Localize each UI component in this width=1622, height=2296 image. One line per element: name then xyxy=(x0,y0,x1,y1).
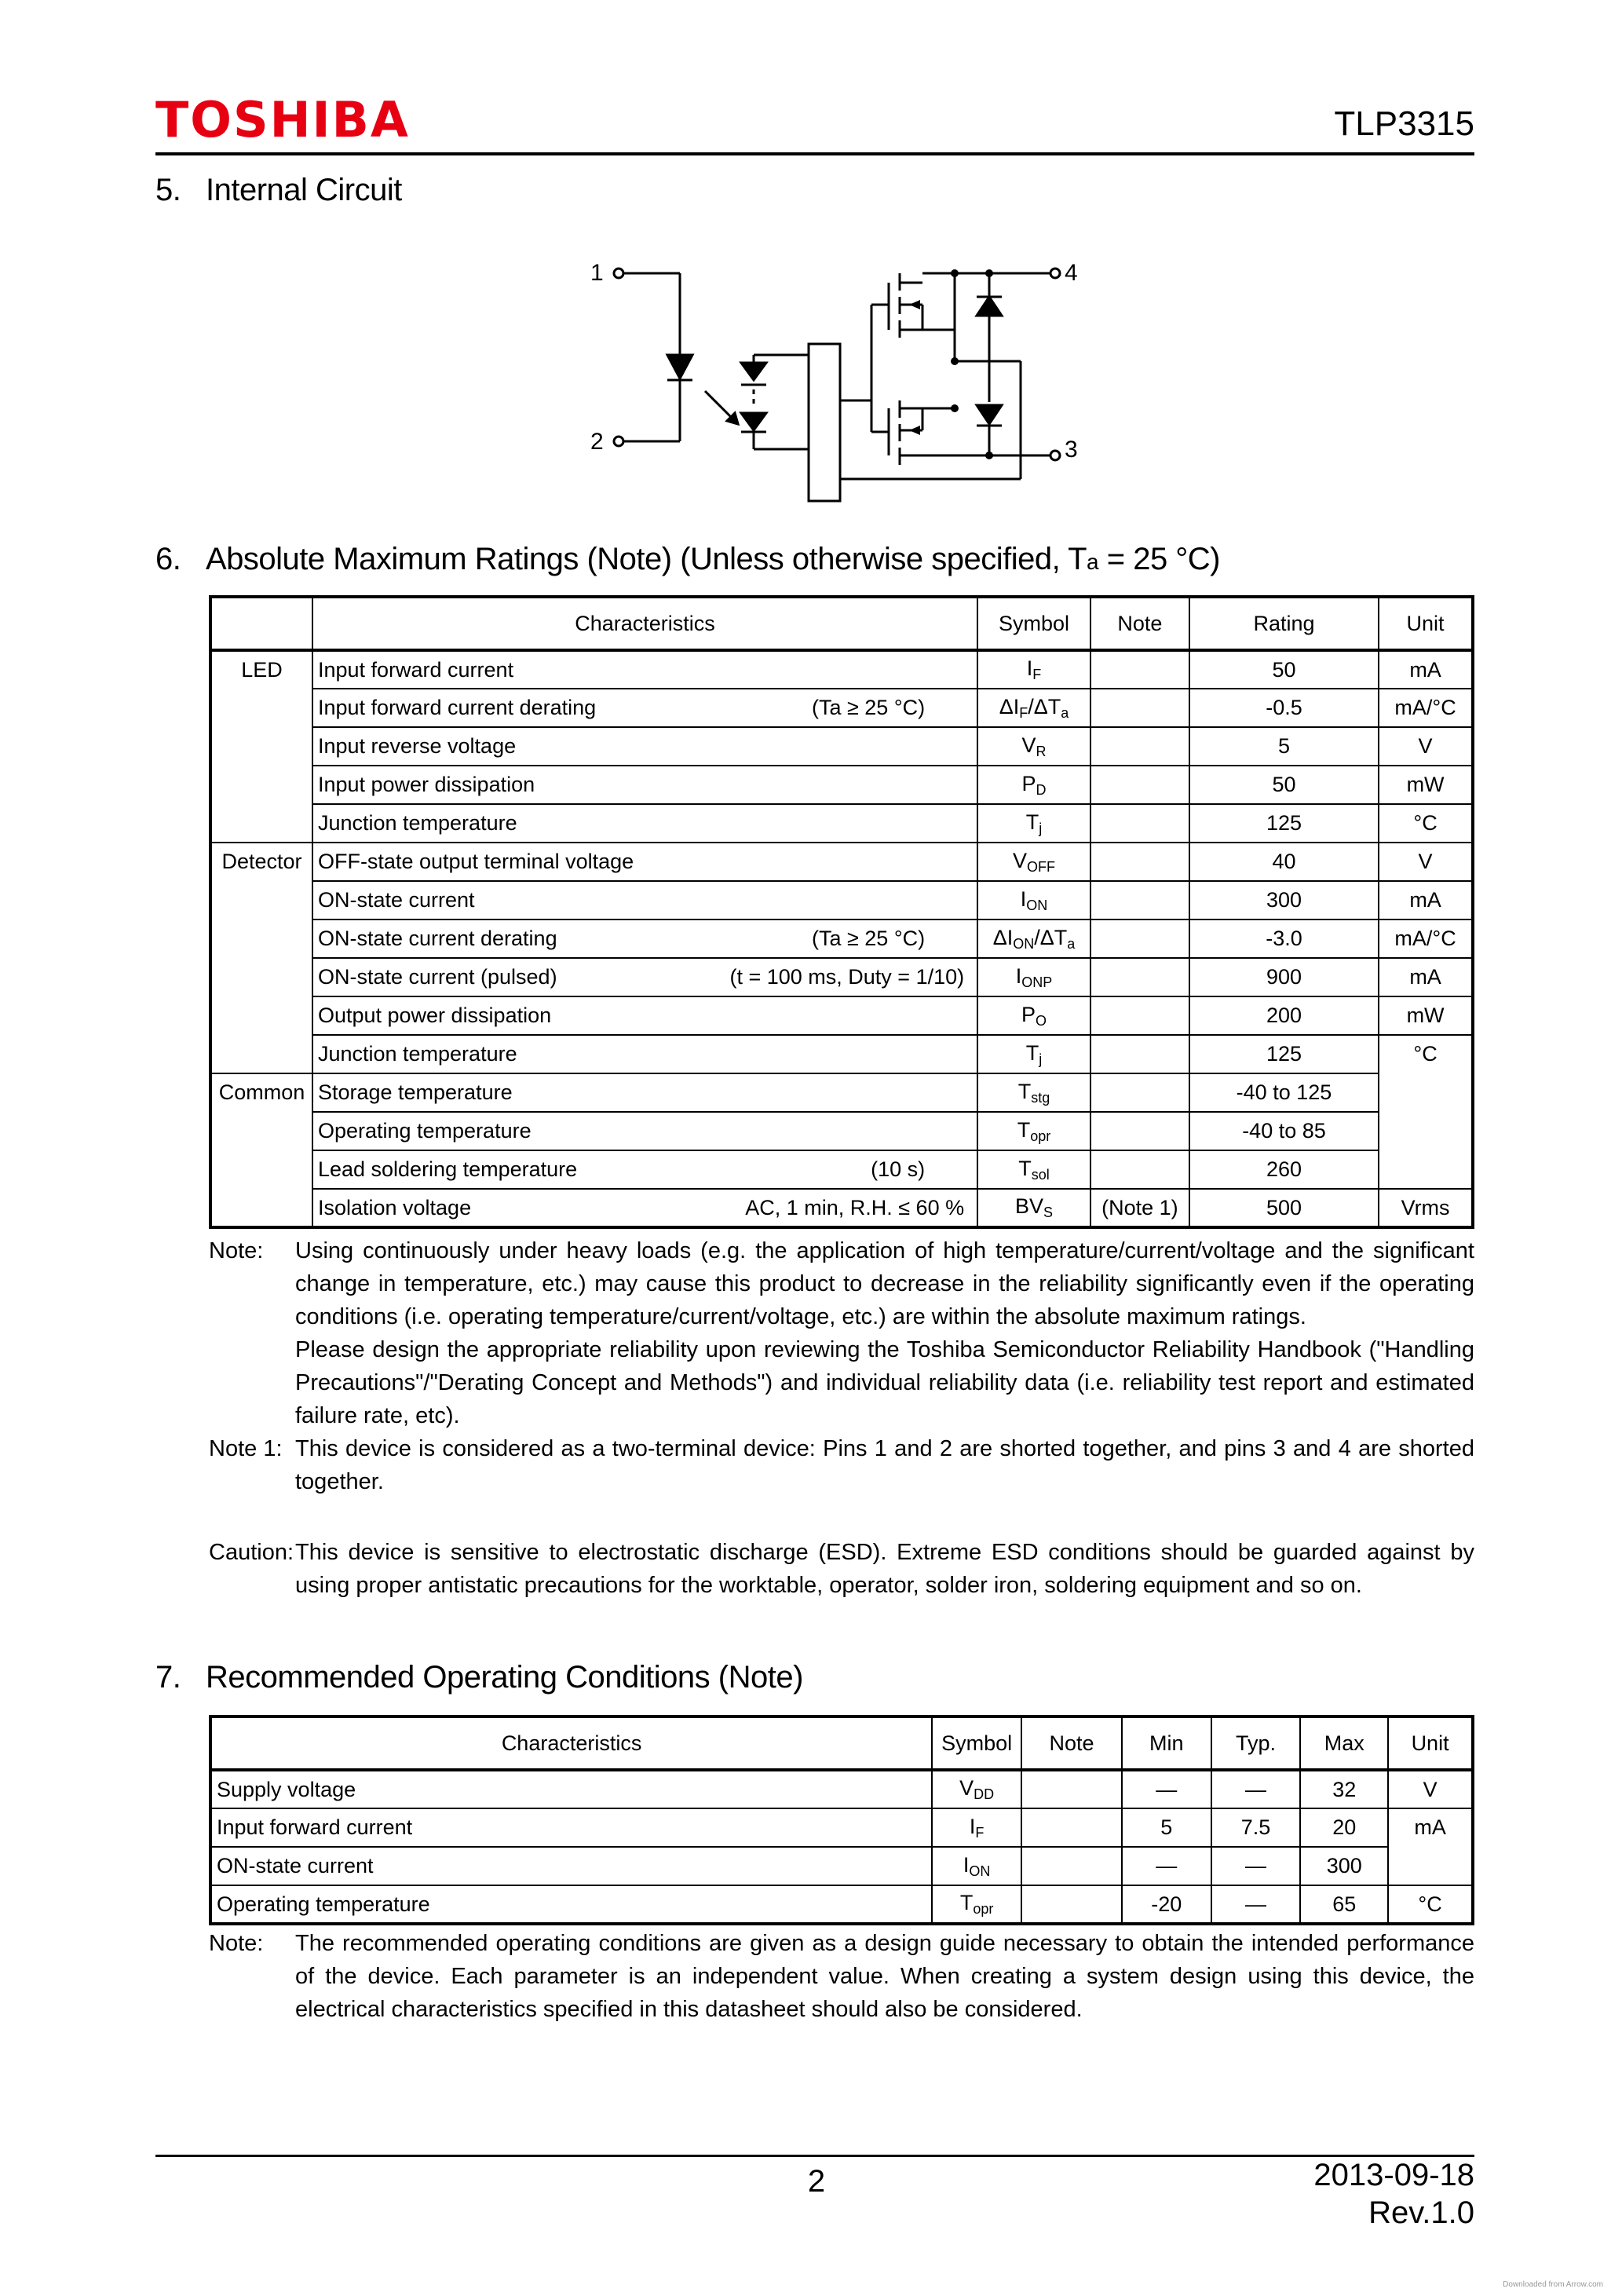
characteristic-cell: Output power dissipation xyxy=(312,996,977,1035)
symbol-cell: $P_O$ xyxy=(977,996,1090,1035)
header-unit: Unit xyxy=(1388,1717,1473,1770)
max-cell: 32 xyxy=(1300,1770,1388,1808)
revision-date: 2013-09-18 Rev.1.0 xyxy=(1313,2158,1474,2230)
symbol-cell: $T_j$ xyxy=(977,804,1090,843)
characteristic-cell: Input forward current derating (Ta ≥ 25 °C) xyxy=(312,689,977,727)
header-group xyxy=(210,597,312,650)
group-label-common: Common xyxy=(210,1073,312,1227)
part-number: TLP3315 xyxy=(1334,104,1474,143)
note-cell xyxy=(1090,1035,1189,1073)
characteristic-cell: Lead soldering temperature (10 s) xyxy=(312,1150,977,1189)
header-note: Note xyxy=(1021,1717,1122,1770)
table-row xyxy=(210,843,1473,881)
characteristic-cell: ON-state current (pulsed) (t = 100 ms, Duty = 1/10) xyxy=(312,958,977,996)
characteristic-cell: Supply voltage xyxy=(210,1770,932,1808)
note-paragraph-1: Using continuously under heavy loads (e.g. the application of high temperature/current/voltage and the significant change in temperature, etc.) may cause this product to decrease in the reliability significantly even if the operating conditions (i.e. operating temperature/current/voltage, etc.) are within the absolute maximum ratings. xyxy=(295,1238,1474,1329)
unit-cell: mA xyxy=(1379,881,1473,919)
caution-block: Caution: This device is sensitive to electrostatic discharge (ESD). Extreme ESD conditions should be guarded against by using proper antistatic precautions for the worktable, operator, solder iron, soldering equipment and so on. xyxy=(209,1540,1474,1598)
footer-rule xyxy=(155,2155,1474,2157)
table-row xyxy=(210,996,1473,1035)
table-row xyxy=(210,650,1473,689)
unit-cell: mA/°C xyxy=(1379,919,1473,958)
recommended-operating-conditions-table xyxy=(209,1715,1474,1925)
characteristic-cell: ON-state current xyxy=(312,881,977,919)
rating-cell: 200 xyxy=(1189,996,1379,1035)
symbol-cell: $T_{sol}$ xyxy=(977,1150,1090,1189)
rating-cell: 125 xyxy=(1189,1035,1379,1073)
table-row xyxy=(210,804,1473,843)
table-row xyxy=(210,958,1473,996)
characteristic-cell: ON-state current xyxy=(210,1847,932,1885)
rating-cell: -3.0 xyxy=(1189,919,1379,958)
note-cell xyxy=(1090,650,1189,689)
table-row xyxy=(210,1112,1473,1150)
symbol-cell: $V_{DD}$ xyxy=(932,1770,1021,1808)
min-cell: — xyxy=(1122,1770,1211,1808)
note-1-block: Note 1: This device is considered as a two-terminal device: Pins 1 and 2 are shorted together, and pins 3 and 4 are shorted together. xyxy=(209,1436,1474,1494)
header-max: Max xyxy=(1300,1717,1388,1770)
characteristic-cell: Operating temperature xyxy=(210,1885,932,1924)
typ-cell: 7.5 xyxy=(1211,1808,1301,1847)
typ-cell: — xyxy=(1211,1885,1301,1924)
amr-notes xyxy=(209,1234,1474,1602)
table-row xyxy=(210,1150,1473,1189)
unit-cell: mA/°C xyxy=(1379,689,1473,727)
unit-cell: mA xyxy=(1388,1808,1473,1885)
note-cell xyxy=(1021,1808,1122,1847)
download-stamp: Downloaded from Arrow.com xyxy=(1503,2280,1603,2289)
characteristic-cell: ON-state current derating (Ta ≥ 25 °C) xyxy=(312,919,977,958)
section-7-title: 7. Recommended Operating Conditions (Note) xyxy=(155,1660,803,1695)
header-rating: Rating xyxy=(1189,597,1379,650)
table-header-row xyxy=(210,597,1473,650)
section-5-title: 5. Internal Circuit xyxy=(155,173,402,207)
max-cell: 300 xyxy=(1300,1847,1388,1885)
table-header-row xyxy=(210,1717,1473,1770)
rating-cell: 300 xyxy=(1189,881,1379,919)
rating-cell: 500 xyxy=(1189,1189,1379,1227)
table-row xyxy=(210,1073,1473,1112)
min-cell: -20 xyxy=(1122,1885,1211,1924)
condition-text: (10 s) xyxy=(871,1157,926,1181)
header-note: Note xyxy=(1090,597,1189,650)
unit-cell: V xyxy=(1379,727,1473,766)
characteristic-cell: Isolation voltage AC, 1 min, R.H. ≤ 60 % xyxy=(312,1189,977,1227)
characteristic-cell: Input reverse voltage xyxy=(312,727,977,766)
table-row xyxy=(210,1189,1473,1227)
table-row xyxy=(210,1885,1473,1924)
note-cell xyxy=(1021,1847,1122,1885)
rating-cell: -40 to 125 xyxy=(1189,1073,1379,1112)
unit-cell: V xyxy=(1379,843,1473,881)
note-cell xyxy=(1090,1150,1189,1189)
pin-3-label: 3 xyxy=(1065,437,1078,462)
max-cell: 65 xyxy=(1300,1885,1388,1924)
rating-cell: 125 xyxy=(1189,804,1379,843)
header-symbol: Symbol xyxy=(977,597,1090,650)
symbol-cell: $I_F$ xyxy=(932,1808,1021,1847)
section-6-title: 6. Absolute Maximum Ratings (Note) (Unless otherwise specified, Ta = 25 °C) xyxy=(155,542,1221,576)
note-cell xyxy=(1090,919,1189,958)
symbol-cell: $T_{opr}$ xyxy=(932,1885,1021,1924)
unit-cell: Vrms xyxy=(1379,1189,1473,1227)
characteristic-cell: Operating temperature xyxy=(312,1112,977,1150)
note-paragraph-2: Please design the appropriate reliability upon reviewing the Toshiba Semiconductor Reliability Handbook ("Handling Precautions"/"Derating Concept and Methods") and individual reliability data (i.e. reliability test report and estimated failure rate, etc). xyxy=(295,1337,1474,1428)
symbol-cell: $I_{ON}$ xyxy=(932,1847,1021,1885)
note-cell xyxy=(1090,1112,1189,1150)
characteristic-cell: Input forward current xyxy=(210,1808,932,1847)
condition-text: AC, 1 min, R.H. ≤ 60 % xyxy=(745,1195,965,1219)
rating-cell: 40 xyxy=(1189,843,1379,881)
unit-cell: mA xyxy=(1379,650,1473,689)
condition-text: (Ta ≥ 25 °C) xyxy=(811,696,926,719)
max-cell: 20 xyxy=(1300,1808,1388,1847)
pin-4-label: 4 xyxy=(1065,260,1078,286)
unit-cell: °C xyxy=(1388,1885,1473,1924)
typ-cell: — xyxy=(1211,1770,1301,1808)
table-row xyxy=(210,1847,1473,1885)
unit-cell: mA xyxy=(1379,958,1473,996)
characteristic-cell: OFF-state output terminal voltage xyxy=(312,843,977,881)
symbol-cell: $I_{ON}$ xyxy=(977,881,1090,919)
typ-cell: — xyxy=(1211,1847,1301,1885)
unit-cell: mW xyxy=(1379,996,1473,1035)
header-characteristics: Characteristics xyxy=(312,597,977,650)
symbol-cell: $I_{ONP}$ xyxy=(977,958,1090,996)
symbol-cell: $BV_S$ xyxy=(977,1189,1090,1227)
characteristic-cell: Storage temperature xyxy=(312,1073,977,1112)
table-row xyxy=(210,919,1473,958)
symbol-cell: $I_F$ xyxy=(977,650,1090,689)
toshiba-logo: TOSHIBA xyxy=(155,91,410,148)
note-cell xyxy=(1090,804,1189,843)
table-row xyxy=(210,1770,1473,1808)
table-row xyxy=(210,766,1473,804)
page-number: 2 xyxy=(807,2164,826,2199)
table-row xyxy=(210,881,1473,919)
unit-cell: V xyxy=(1388,1770,1473,1808)
note-block: Note: The recommended operating conditions are given as a design guide necessary to obtain the intended performance of the device. Each parameter is an independent value. When creating a system design using this device, the electrical characteristics specified in this datasheet should also be considered. xyxy=(209,1931,1474,2022)
rating-cell: -40 to 85 xyxy=(1189,1112,1379,1150)
note-cell xyxy=(1090,766,1189,804)
header-characteristics: Characteristics xyxy=(210,1717,932,1770)
symbol-cell: $T_{stg}$ xyxy=(977,1073,1090,1112)
table-row xyxy=(210,1808,1473,1847)
symbol-cell: $T_{opr}$ xyxy=(977,1112,1090,1150)
note-cell xyxy=(1090,843,1189,881)
rating-cell: 260 xyxy=(1189,1150,1379,1189)
symbol-cell: $V_R$ xyxy=(977,727,1090,766)
min-cell: — xyxy=(1122,1847,1211,1885)
unit-cell: mW xyxy=(1379,766,1473,804)
rating-cell: 50 xyxy=(1189,766,1379,804)
unit-cell: °C xyxy=(1379,804,1473,843)
table-row xyxy=(210,689,1473,727)
note-cell xyxy=(1021,1770,1122,1808)
note-cell xyxy=(1090,1073,1189,1112)
symbol-cell: $P_D$ xyxy=(977,766,1090,804)
header-min: Min xyxy=(1122,1717,1211,1770)
symbol-cell: $V_{OFF}$ xyxy=(977,843,1090,881)
table-row xyxy=(210,1035,1473,1073)
absolute-maximum-ratings-table xyxy=(209,595,1474,1229)
note-cell xyxy=(1090,881,1189,919)
unit-cell: °C xyxy=(1379,1035,1473,1189)
rating-cell: 900 xyxy=(1189,958,1379,996)
symbol-cell: $\Delta I_{ON}/\Delta T_a$ xyxy=(977,919,1090,958)
characteristic-cell: Input power dissipation xyxy=(312,766,977,804)
note-cell xyxy=(1090,689,1189,727)
note-cell xyxy=(1021,1885,1122,1924)
header-symbol: Symbol xyxy=(932,1717,1021,1770)
condition-text: (Ta ≥ 25 °C) xyxy=(811,927,926,950)
note-cell: (Note 1) xyxy=(1090,1189,1189,1227)
symbol-cell: $T_j$ xyxy=(977,1035,1090,1073)
min-cell: 5 xyxy=(1122,1808,1211,1847)
note-block: Note: Using continuously under heavy loads (e.g. the application of high temperature/current/voltage and the significant change in temperature, etc.) may cause this product to decrease in the reliability significantly even if the operating conditions (i.e. operating temperature/current/voltage, etc.) are within the absolute maximum ratings. Please design the appropriate reliability upon reviewing the Toshiba Semiconductor Reliability Handbook ("Handling Precautions"/"Derating Concept and Methods") and individual reliability data (i.e. reliability test report and estimated failure rate, etc). xyxy=(209,1234,1474,1432)
header-rule xyxy=(155,152,1474,155)
header-unit: Unit xyxy=(1379,597,1473,650)
symbol-cell: $\Delta I_F/\Delta T_a$ xyxy=(977,689,1090,727)
pin-2-label: 2 xyxy=(590,429,604,455)
roc-notes xyxy=(209,1927,1474,2026)
pin-1-label: 1 xyxy=(590,260,604,286)
note-cell xyxy=(1090,727,1189,766)
condition-text: (t = 100 ms, Duty = 1/10) xyxy=(729,965,965,989)
characteristic-cell: Junction temperature xyxy=(312,1035,977,1073)
rating-cell: -0.5 xyxy=(1189,689,1379,727)
characteristic-cell: Junction temperature xyxy=(312,804,977,843)
table-row xyxy=(210,727,1473,766)
note-cell xyxy=(1090,996,1189,1035)
group-label-led: LED xyxy=(210,650,312,843)
header-typ: Typ. xyxy=(1211,1717,1301,1770)
rating-cell: 50 xyxy=(1189,650,1379,689)
characteristic-cell: Input forward current xyxy=(312,650,977,689)
group-label-detector: Detector xyxy=(210,843,312,1073)
rating-cell: 5 xyxy=(1189,727,1379,766)
note-cell xyxy=(1090,958,1189,996)
internal-circuit-diagram xyxy=(581,251,1099,503)
